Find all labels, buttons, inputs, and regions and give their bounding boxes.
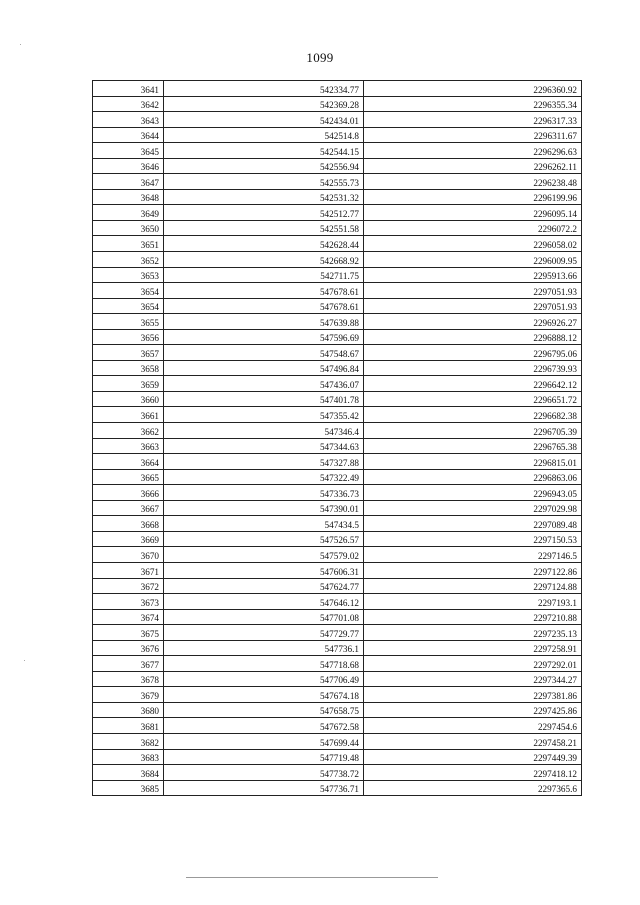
point-number-cell: 3648 [93,189,164,205]
x-coordinate-cell: 547718.68 [164,656,364,672]
y-coordinate-cell: 2297454.6 [364,718,582,734]
x-coordinate-cell: 547606.31 [164,562,364,578]
table-row [93,718,582,734]
x-coordinate-cell: 547639.88 [164,314,364,330]
point-number-cell: 3654 [93,283,164,299]
x-coordinate-cell: 547738.72 [164,765,364,781]
x-coordinate-cell: 547346.4 [164,423,364,439]
y-coordinate-cell: 2297210.88 [364,609,582,625]
x-coordinate-cell: 542369.28 [164,96,364,112]
point-number-cell: 3681 [93,718,164,734]
point-number-cell: 3683 [93,749,164,765]
y-coordinate-cell: 2297258.91 [364,640,582,656]
point-number-cell: 3654 [93,298,164,314]
point-number-cell: 3667 [93,500,164,516]
x-coordinate-cell: 547678.61 [164,283,364,299]
y-coordinate-cell: 2296311.67 [364,127,582,143]
point-number-cell: 3676 [93,640,164,656]
table-row [93,96,582,112]
table-row [93,609,582,625]
table-row [93,765,582,781]
y-coordinate-cell: 2296296.63 [364,143,582,159]
x-coordinate-cell: 547355.42 [164,407,364,423]
point-number-cell: 3675 [93,625,164,641]
point-number-cell: 3663 [93,438,164,454]
coordinate-table-body [93,81,582,796]
x-coordinate-cell: 547596.69 [164,329,364,345]
x-coordinate-cell: 547736.71 [164,780,364,796]
y-coordinate-cell: 2296926.27 [364,314,582,330]
y-coordinate-cell: 2296863.06 [364,469,582,485]
y-coordinate-cell: 2296888.12 [364,329,582,345]
x-coordinate-cell: 547434.5 [164,516,364,532]
point-number-cell: 3672 [93,578,164,594]
table-row [93,112,582,128]
x-coordinate-cell: 547327.88 [164,454,364,470]
x-coordinate-cell: 547624.77 [164,578,364,594]
x-coordinate-cell: 547701.08 [164,609,364,625]
table-row [93,81,582,97]
x-coordinate-cell: 547336.73 [164,485,364,501]
table-row [93,749,582,765]
point-number-cell: 3664 [93,454,164,470]
point-number-cell: 3666 [93,485,164,501]
point-number-cell: 3662 [93,423,164,439]
scan-speck [20,44,21,45]
point-number-cell: 3674 [93,609,164,625]
x-coordinate-cell: 547322.49 [164,469,364,485]
y-coordinate-cell: 2297425.86 [364,702,582,718]
x-coordinate-cell: 542514.8 [164,127,364,143]
table-row [93,345,582,361]
point-number-cell: 3646 [93,158,164,174]
point-number-cell: 3643 [93,112,164,128]
table-row [93,391,582,407]
table-row [93,205,582,221]
point-number-cell: 3645 [93,143,164,159]
table-row [93,174,582,190]
point-number-cell: 3679 [93,687,164,703]
point-number-cell: 3660 [93,391,164,407]
point-number-cell: 3652 [93,252,164,268]
table-row [93,625,582,641]
table-row [93,469,582,485]
y-coordinate-cell: 2297029.98 [364,500,582,516]
x-coordinate-cell: 547699.44 [164,733,364,749]
x-coordinate-cell: 547579.02 [164,547,364,563]
table-row [93,671,582,687]
table-row [93,656,582,672]
point-number-cell: 3653 [93,267,164,283]
x-coordinate-cell: 547706.49 [164,671,364,687]
table-row [93,189,582,205]
y-coordinate-cell: 2296642.12 [364,376,582,392]
x-coordinate-cell: 547496.84 [164,360,364,376]
point-number-cell: 3661 [93,407,164,423]
y-coordinate-cell: 2297051.93 [364,298,582,314]
x-coordinate-cell: 542551.58 [164,220,364,236]
table-row [93,158,582,174]
y-coordinate-cell: 2296705.39 [364,423,582,439]
y-coordinate-cell: 2296815.01 [364,454,582,470]
point-number-cell: 3680 [93,702,164,718]
point-number-cell: 3659 [93,376,164,392]
table-row [93,640,582,656]
x-coordinate-cell: 542628.44 [164,236,364,252]
y-coordinate-cell: 2296765.38 [364,438,582,454]
table-row [93,594,582,610]
x-coordinate-cell: 542531.32 [164,189,364,205]
table-row [93,143,582,159]
y-coordinate-cell: 2296009.95 [364,252,582,268]
table-row [93,314,582,330]
y-coordinate-cell: 2297344.27 [364,671,582,687]
point-number-cell: 3673 [93,594,164,610]
y-coordinate-cell: 2297122.86 [364,562,582,578]
x-coordinate-cell: 547548.67 [164,345,364,361]
x-coordinate-cell: 547436.07 [164,376,364,392]
x-coordinate-cell: 547719.48 [164,749,364,765]
y-coordinate-cell: 2297365.6 [364,780,582,796]
y-coordinate-cell: 2297051.93 [364,283,582,299]
point-number-cell: 3642 [93,96,164,112]
table-row [93,578,582,594]
y-coordinate-cell: 2297150.53 [364,531,582,547]
y-coordinate-cell: 2297458.21 [364,733,582,749]
y-coordinate-cell: 2296739.93 [364,360,582,376]
x-coordinate-cell: 542544.15 [164,143,364,159]
y-coordinate-cell: 2296651.72 [364,391,582,407]
y-coordinate-cell: 2297193.1 [364,594,582,610]
y-coordinate-cell: 2296682.38 [364,407,582,423]
x-coordinate-cell: 547401.78 [164,391,364,407]
point-number-cell: 3665 [93,469,164,485]
x-coordinate-cell: 547672.58 [164,718,364,734]
point-number-cell: 3657 [93,345,164,361]
y-coordinate-cell: 2296238.48 [364,174,582,190]
x-coordinate-cell: 542334.77 [164,81,364,97]
table-row [93,283,582,299]
table-row [93,516,582,532]
table-row [93,407,582,423]
x-coordinate-cell: 542434.01 [164,112,364,128]
table-row [93,780,582,796]
point-number-cell: 3670 [93,547,164,563]
table-row [93,220,582,236]
table-row [93,562,582,578]
y-coordinate-cell: 2297089.48 [364,516,582,532]
table-row [93,438,582,454]
x-coordinate-cell: 547736.1 [164,640,364,656]
x-coordinate-cell: 547678.61 [164,298,364,314]
point-number-cell: 3682 [93,733,164,749]
point-number-cell: 3658 [93,360,164,376]
point-number-cell: 3669 [93,531,164,547]
y-coordinate-cell: 2296199.96 [364,189,582,205]
x-coordinate-cell: 547674.18 [164,687,364,703]
x-coordinate-cell: 542512.77 [164,205,364,221]
y-coordinate-cell: 2297418.12 [364,765,582,781]
x-coordinate-cell: 547526.57 [164,531,364,547]
point-number-cell: 3677 [93,656,164,672]
y-coordinate-cell: 2297292.01 [364,656,582,672]
y-coordinate-cell: 2296317.33 [364,112,582,128]
table-row [93,702,582,718]
x-coordinate-cell: 542556.94 [164,158,364,174]
page-number: 1099 [306,50,334,65]
table-row [93,267,582,283]
point-number-cell: 3668 [93,516,164,532]
table-row [93,376,582,392]
point-number-cell: 3656 [93,329,164,345]
table-row [93,547,582,563]
table-row [93,360,582,376]
table-row [93,298,582,314]
x-coordinate-cell: 542668.92 [164,252,364,268]
y-coordinate-cell: 2296795.06 [364,345,582,361]
y-coordinate-cell: 2297449.39 [364,749,582,765]
y-coordinate-cell: 2296262.11 [364,158,582,174]
y-coordinate-cell: 2296360.92 [364,81,582,97]
table-row [93,733,582,749]
point-number-cell: 3649 [93,205,164,221]
y-coordinate-cell: 2297124.88 [364,578,582,594]
point-number-cell: 3685 [93,780,164,796]
table-row [93,687,582,703]
point-number-cell: 3684 [93,765,164,781]
y-coordinate-cell: 2296943.05 [364,485,582,501]
point-number-cell: 3641 [93,81,164,97]
table-row [93,252,582,268]
table-row [93,531,582,547]
x-coordinate-cell: 547344.63 [164,438,364,454]
table-row [93,127,582,143]
x-coordinate-cell: 542555.73 [164,174,364,190]
table-row [93,454,582,470]
table-row [93,485,582,501]
point-number-cell: 3644 [93,127,164,143]
y-coordinate-cell: 2296355.34 [364,96,582,112]
x-coordinate-cell: 547729.77 [164,625,364,641]
point-number-cell: 3650 [93,220,164,236]
y-coordinate-cell: 2297381.86 [364,687,582,703]
scan-speck [24,660,25,661]
point-number-cell: 3647 [93,174,164,190]
point-number-cell: 3655 [93,314,164,330]
y-coordinate-cell: 2297235.13 [364,625,582,641]
point-number-cell: 3671 [93,562,164,578]
table-row [93,500,582,516]
footer-rule [186,877,438,878]
table-row [93,236,582,252]
y-coordinate-cell: 2296058.02 [364,236,582,252]
x-coordinate-cell: 547658.75 [164,702,364,718]
point-number-cell: 3678 [93,671,164,687]
y-coordinate-cell: 2295913.66 [364,267,582,283]
y-coordinate-cell: 2296095.14 [364,205,582,221]
table-row [93,329,582,345]
x-coordinate-cell: 547646.12 [164,594,364,610]
y-coordinate-cell: 2297146.5 [364,547,582,563]
y-coordinate-cell: 2296072.2 [364,220,582,236]
coordinate-table [92,80,582,796]
table-row [93,423,582,439]
x-coordinate-cell: 547390.01 [164,500,364,516]
point-number-cell: 3651 [93,236,164,252]
x-coordinate-cell: 542711.75 [164,267,364,283]
